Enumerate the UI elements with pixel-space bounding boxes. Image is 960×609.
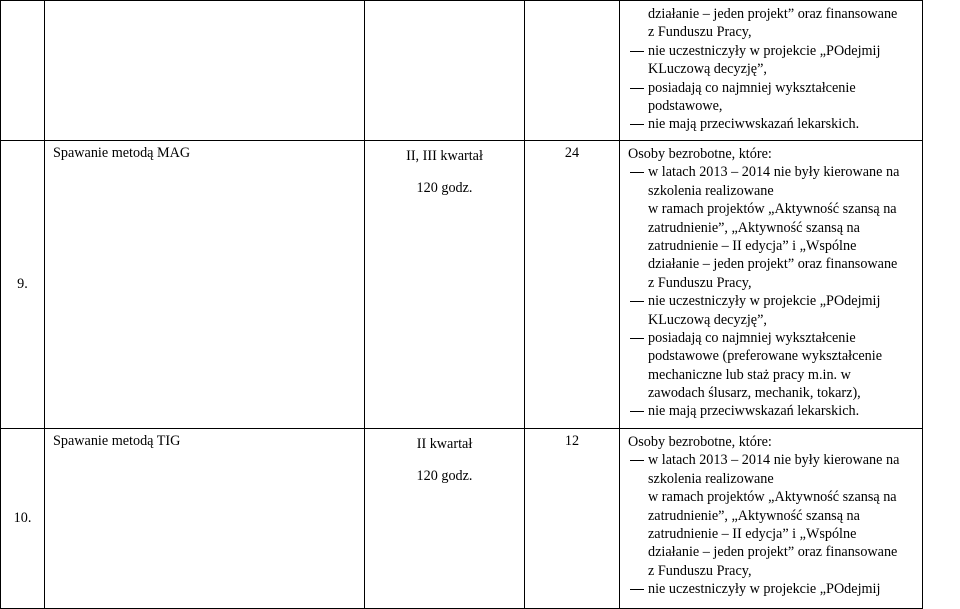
criteria-text: szkolenia realizowane <box>648 470 774 487</box>
criteria-text: z Funduszu Pracy, <box>648 562 752 579</box>
eligibility-criteria <box>620 429 923 609</box>
criteria-text: KLuczową decyzję”, <box>648 311 767 328</box>
criteria-text: w ramach projektów „Aktywność szansą na <box>648 489 897 506</box>
course-name: Spawanie metodą MAG <box>45 141 365 429</box>
dash-bullet-icon <box>630 460 644 461</box>
criteria-text: KLuczową decyzję”, <box>648 61 767 78</box>
course-period: II, III kwartał <box>406 148 483 164</box>
criteria-continuation <box>628 23 918 41</box>
dash-bullet-icon <box>630 338 644 339</box>
criteria-continuation <box>628 470 918 488</box>
criteria-intro: Osoby bezrobotne, które: <box>628 434 772 450</box>
table-row <box>1 141 923 429</box>
criteria-bullet-item <box>628 79 918 97</box>
criteria-text: zawodach ślusarz, mechanik, tokarz), <box>648 385 861 402</box>
dash-bullet-icon <box>630 301 644 302</box>
participant-count <box>525 1 620 141</box>
criteria-intro: Osoby bezrobotne, które: <box>628 146 772 162</box>
criteria-continuation <box>628 488 918 506</box>
course-name <box>45 1 365 141</box>
row-number <box>1 1 45 141</box>
criteria-continuation <box>628 274 918 292</box>
criteria-text: w latach 2013 – 2014 nie były kierowane na <box>648 452 900 469</box>
criteria-text: w latach 2013 – 2014 nie były kierowane na <box>648 164 900 181</box>
table-row <box>1 1 923 141</box>
criteria-text: nie mają przeciwwskazań lekarskich. <box>648 403 860 420</box>
criteria-bullet-item <box>628 402 918 420</box>
criteria-continuation <box>628 525 918 543</box>
criteria-continuation <box>628 200 918 218</box>
criteria-text: szkolenia realizowane <box>648 182 774 199</box>
eligibility-criteria <box>620 1 923 141</box>
criteria-text: zatrudnienie”, „Aktywność szansą na <box>648 507 860 524</box>
eligibility-criteria <box>620 141 923 429</box>
criteria-text: działanie – jeden projekt” oraz finansowane <box>648 6 898 22</box>
row-number: 9. <box>1 141 45 429</box>
table-row <box>1 429 923 609</box>
dash-bullet-icon <box>630 124 644 125</box>
criteria-bullet-item <box>628 451 918 469</box>
participant-count: 24 <box>525 141 620 429</box>
criteria-text: nie uczestniczyły w projekcie „POdejmij <box>648 42 881 59</box>
row-number: 10. <box>1 429 45 609</box>
dash-bullet-icon <box>630 172 644 173</box>
dash-bullet-icon <box>630 88 644 89</box>
course-hours: 120 godz. <box>416 468 473 484</box>
criteria-continuation <box>628 562 918 580</box>
criteria-text: posiadają co najmniej wykształcenie <box>648 79 856 96</box>
dash-bullet-icon <box>630 51 644 52</box>
course-period-cell <box>365 141 525 429</box>
course-period-cell <box>365 429 525 609</box>
course-period-cell <box>365 1 525 141</box>
criteria-continuation <box>628 366 918 384</box>
dash-bullet-icon <box>630 589 644 590</box>
criteria-continuation <box>628 507 918 525</box>
criteria-continuation <box>628 543 918 561</box>
criteria-bullet-item <box>628 580 918 598</box>
criteria-text: zatrudnienie – II edycja” i „Wspólne <box>648 237 857 254</box>
criteria-text: nie mają przeciwwskazań lekarskich. <box>648 116 860 133</box>
course-hours: 120 godz. <box>416 180 473 196</box>
criteria-continuation <box>628 219 918 237</box>
course-period: II kwartał <box>416 436 473 452</box>
criteria-continuation <box>628 311 918 329</box>
criteria-text: w ramach projektów „Aktywność szansą na <box>648 201 897 218</box>
criteria-continuation <box>628 182 918 200</box>
criteria-continuation <box>628 384 918 402</box>
course-name: Spawanie metodą TIG <box>45 429 365 609</box>
participant-count: 12 <box>525 429 620 609</box>
criteria-bullet-item <box>628 292 918 310</box>
criteria-text: nie uczestniczyły w projekcie „POdejmij <box>648 293 881 310</box>
criteria-text: działanie – jeden projekt” oraz finansowane <box>648 544 898 561</box>
criteria-continuation <box>628 255 918 273</box>
criteria-bullet-item <box>628 42 918 60</box>
criteria-continuation <box>628 5 918 23</box>
criteria-continuation <box>628 60 918 78</box>
criteria-bullet-item <box>628 115 918 133</box>
criteria-continuation <box>628 237 918 255</box>
table-body <box>1 1 923 609</box>
criteria-text: posiadają co najmniej wykształcenie <box>648 329 856 346</box>
criteria-text: działanie – jeden projekt” oraz finansowane <box>648 256 898 273</box>
criteria-text: podstawowe, <box>648 97 723 114</box>
criteria-continuation <box>628 347 918 365</box>
criteria-bullet-item <box>628 163 918 181</box>
criteria-text: nie uczestniczyły w projekcie „POdejmij <box>648 581 881 598</box>
criteria-bullet-item <box>628 329 918 347</box>
criteria-text: zatrudnienie – II edycja” i „Wspólne <box>648 525 857 542</box>
dash-bullet-icon <box>630 411 644 412</box>
criteria-text: zatrudnienie”, „Aktywność szansą na <box>648 219 860 236</box>
criteria-continuation <box>628 97 918 115</box>
criteria-text: z Funduszu Pracy, <box>648 24 752 41</box>
criteria-text: podstawowe (preferowane wykształcenie <box>648 348 882 365</box>
criteria-text: mechaniczne lub staż pracy m.in. w <box>648 366 851 383</box>
criteria-text: z Funduszu Pracy, <box>648 274 752 291</box>
